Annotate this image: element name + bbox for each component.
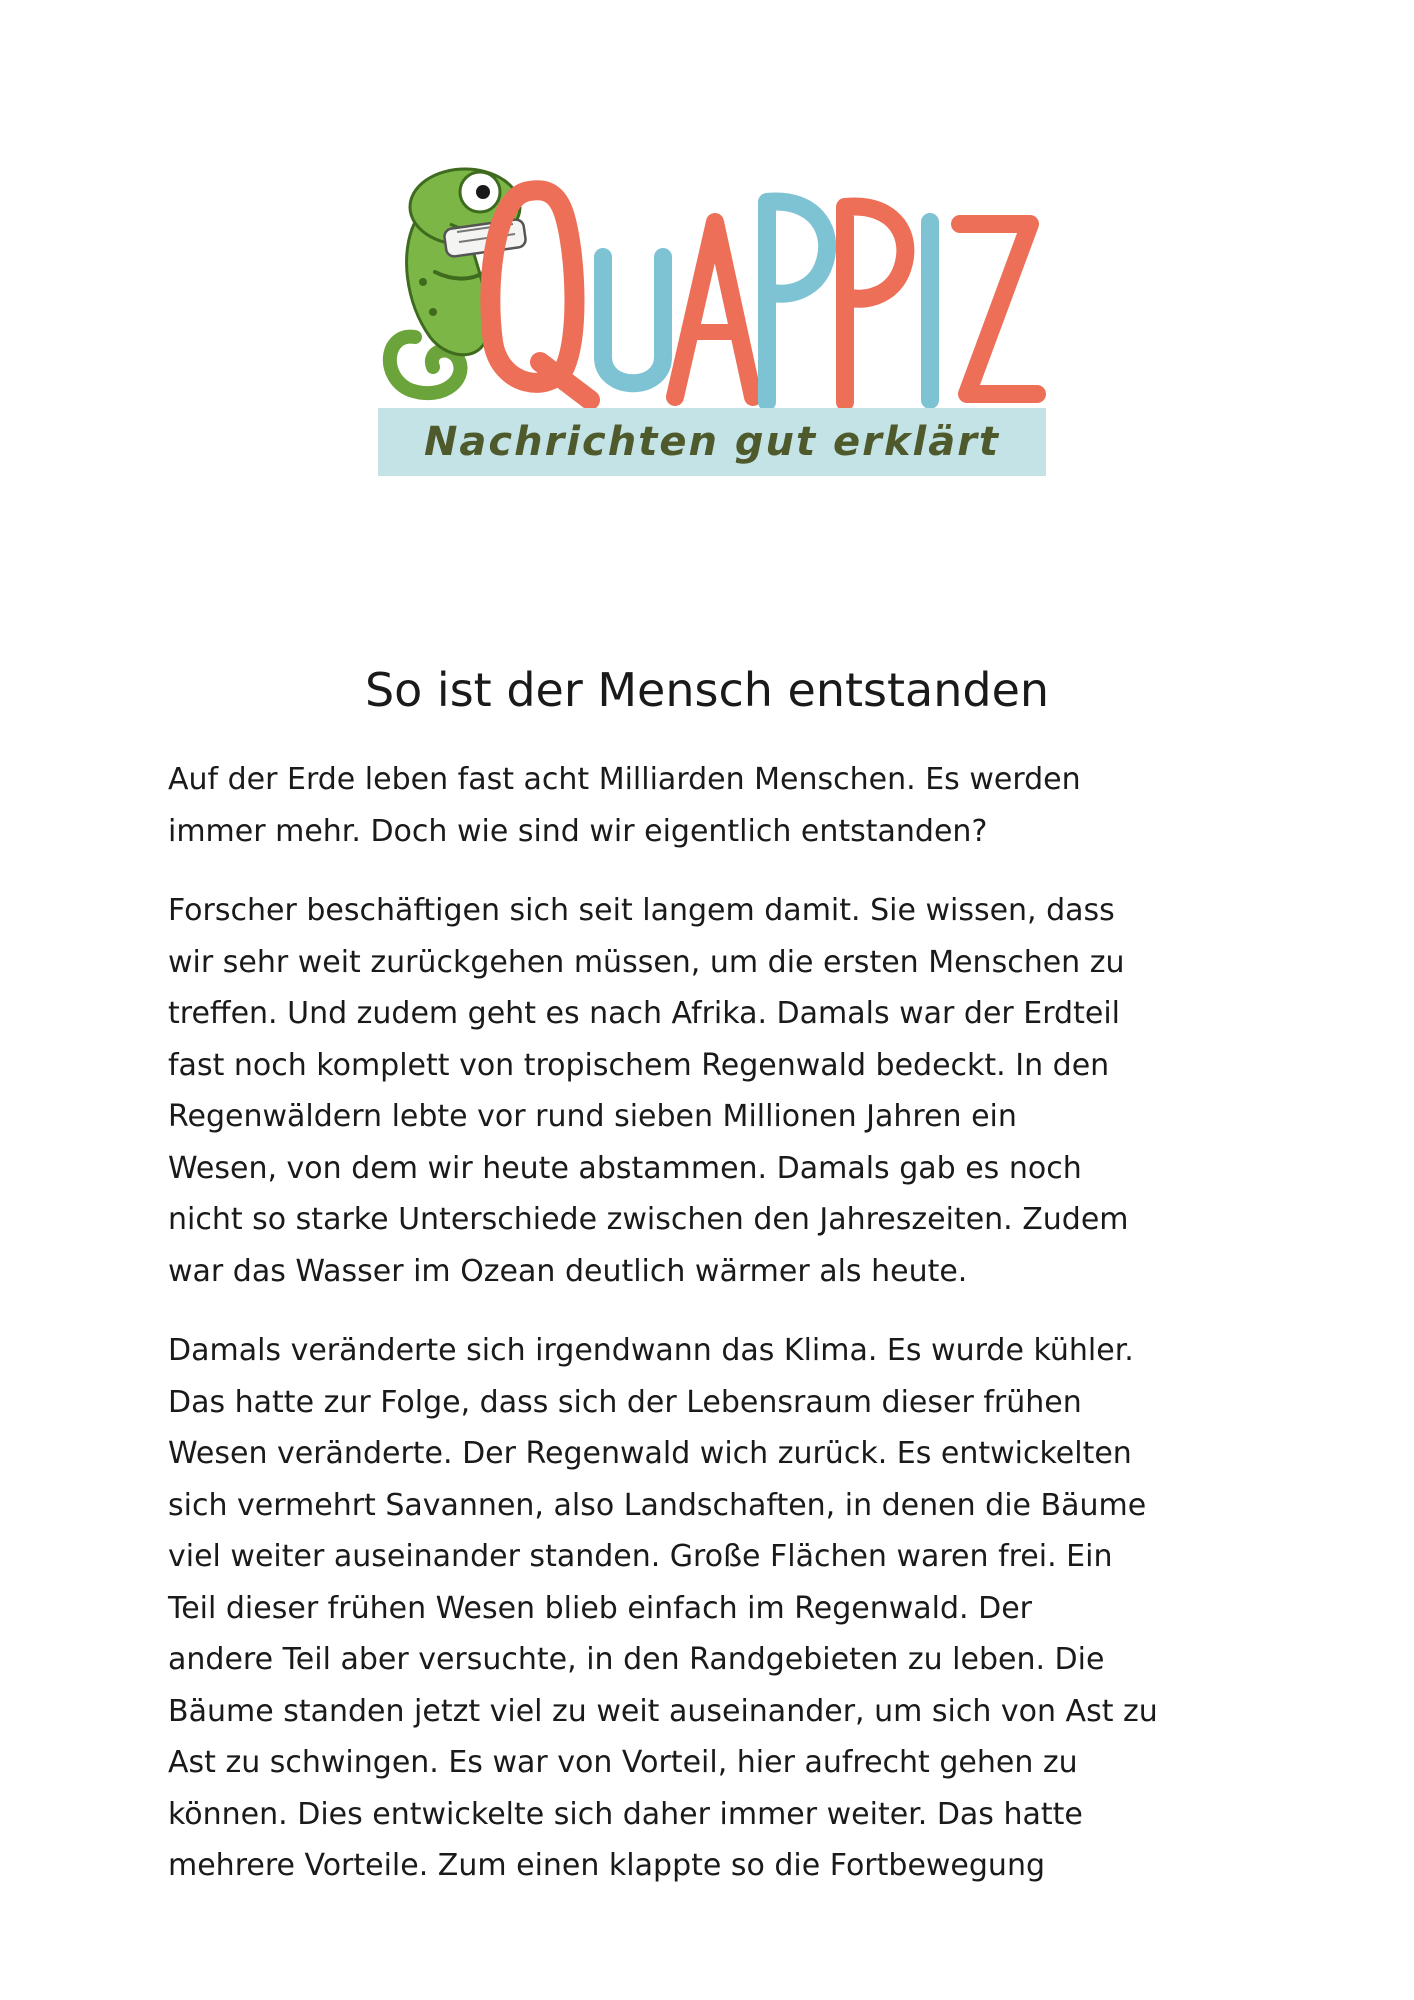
text-line: Damals veränderte sich irgendwann das Klima. Es wurde kühler. (168, 1333, 1134, 1368)
tagline-band (378, 408, 1046, 476)
text-line: Forscher beschäftigen sich seit langem damit. Sie wissen, dass (168, 893, 1115, 928)
paragraph (168, 1325, 1258, 1892)
text-line: Bäume standen jetzt viel zu weit auseinander, um sich von Ast zu (168, 1693, 1158, 1729)
text-line: Ast zu schwingen. Es war von Vorteil, hier aufrecht gehen zu (168, 1745, 1078, 1780)
text-line: war das Wasser im Ozean deutlich wärmer als heute. (168, 1253, 968, 1289)
text-line: wir sehr weit zurückgehen müssen, um die ersten Menschen zu (168, 944, 1125, 980)
text-line: immer mehr. Doch wie sind wir eigentlich entstanden? (168, 813, 988, 849)
text-line: Teil dieser frühen Wesen blieb einfach im Regenwald. Der (168, 1590, 1032, 1626)
paragraph (168, 885, 1258, 1297)
article-title: So ist der Mensch entstanden (364, 663, 1050, 717)
text-line: Auf der Erde leben fast acht Milliarden Menschen. Es werden (168, 762, 1081, 797)
text-line: Wesen veränderte. Der Regenwald wich zurück. Es entwickelten (168, 1436, 1132, 1471)
text-line: viel weiter auseinander standen. Große Flächen waren frei. Ein (168, 1539, 1113, 1574)
article-body (168, 754, 1258, 1920)
text-line: Wesen, von dem wir heute abstammen. Damals gab es noch (168, 1150, 1082, 1186)
text-line: andere Teil aber versuchte, in den Randgebieten zu leben. Die (168, 1642, 1105, 1677)
paragraph (168, 754, 1258, 857)
text-line: nicht so starke Unterschiede zwischen den Jahreszeiten. Zudem (168, 1202, 1129, 1237)
text-line: Das hatte zur Folge, dass sich der Lebensraum dieser frühen (168, 1384, 1082, 1420)
text-line: mehrere Vorteile. Zum einen klappte so die Fortbewegung (168, 1848, 1046, 1883)
text-line: können. Dies entwickelte sich daher immer weiter. Das hatte (168, 1796, 1083, 1832)
text-line: treffen. Und zudem geht es nach Afrika. Damals war der Erdteil (168, 996, 1120, 1031)
text-line: fast noch komplett von tropischem Regenwald bedeckt. In den (168, 1047, 1110, 1083)
tagline: Nachrichten gut erklärt (423, 419, 1001, 465)
quappiz-wordmark (375, 162, 1050, 412)
text-line: Regenwäldern lebte vor rund sieben Millionen Jahren ein (168, 1099, 1017, 1134)
text-line: sich vermehrt Savannen, also Landschaften, in denen die Bäume (168, 1487, 1147, 1523)
